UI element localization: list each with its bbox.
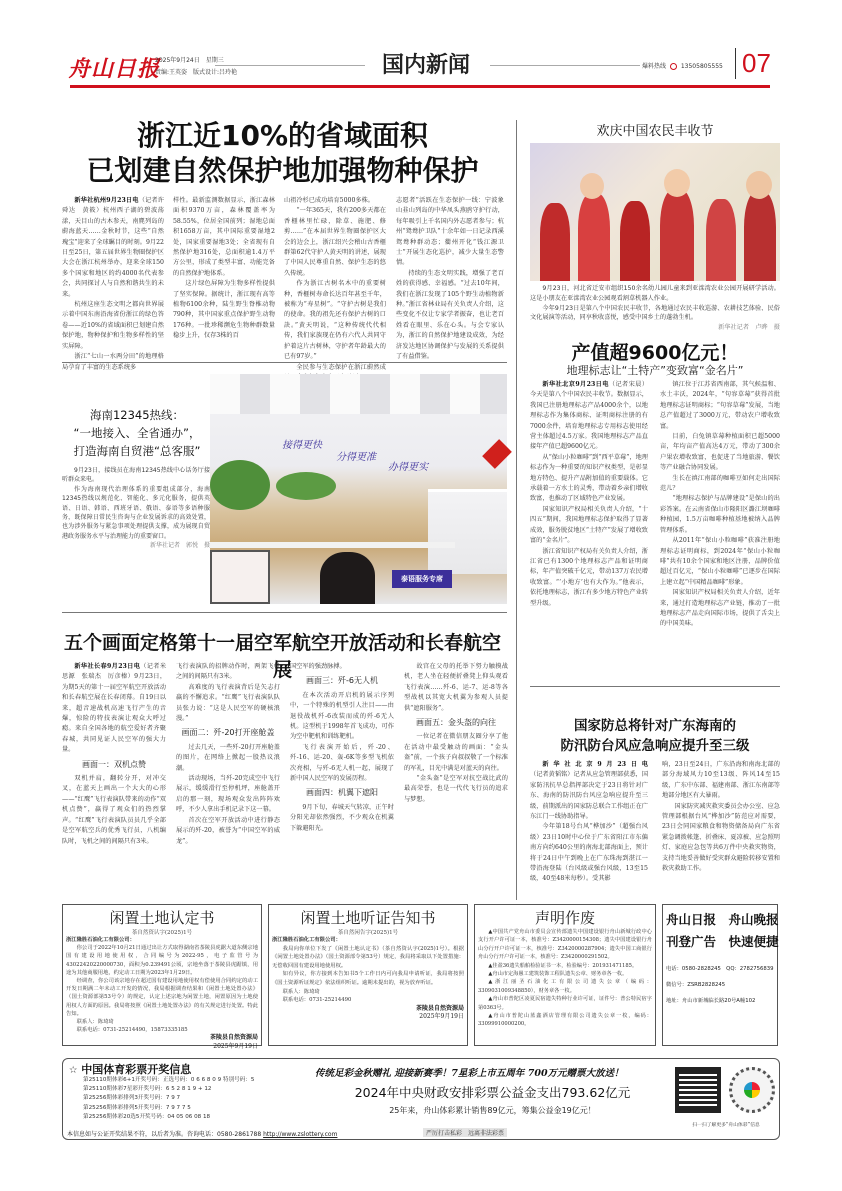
- news-hotline: [642, 61, 723, 70]
- divider: [62, 612, 507, 613]
- airshow-text: 一位记者在微信朋友圈分享了他在活动中最受触动的画面：“金头盔”前，一个孩子向叔叔敬了一个标准的军礼，目光中满是对蓝天的向往。: [404, 733, 508, 772]
- flood-text: 国家防灾减灾救灾委员会办公室、应急管理部根据台风“桦加沙”防范应对需要，23日会同国家粮食和物资储备局向广东省紧急调拨帐篷、折叠床、夏凉被、应急照明灯、家庭应急包等共6万件中央救灾物资，支持当地妥善做好受灾群众避险转移安置和救灾救助工作。: [662, 802, 780, 873]
- notice-number: 茶自然闲告字(2025)1号: [337, 930, 399, 936]
- airshow-text: 飞行表演开始后，歼-20、歼-16、运-20、轰-6K等多型飞机依次亮相，与歼-6无人机一起，展现了新中国人民空军的发展历程。: [290, 743, 394, 783]
- lottery-result: 第25110期体彩6+1开奖号码：正选号码：0 6 6 8 0 9 特别号码：5: [83, 1077, 255, 1083]
- article1-text: 持续的生态文明实践，增强了老百姓的获得感、幸福感。“过去10年间，我们在浙江发现了105个野生动植物新种。”浙江省林业局有关负责人介绍，这些变化不仅让专家学者振奋，也让老百姓看在眼里、乐在心头。与会专家认为，浙江的自然保护地建设成效，为经济发达地区协调保护与发展的关系提供了有益借鉴。: [396, 269, 504, 361]
- notice-item: ▲舟山市定海愚工建筑装饰工程队遗失公章、财务章各一枚。: [488, 971, 628, 978]
- notice-signer: 茶陵县自然资源局: [209, 1034, 258, 1042]
- article1-text: 全民参与生态保护在浙江蔚然成: [296, 363, 386, 371]
- airshow-text: 高难度的飞行表演背后是矢志打赢的不懈追求。“红鹰”飞行表演队队员张力说：“这是人民空军的硬核浪漫。”: [176, 683, 280, 723]
- article2-dateline: 新华社北京9月23日电: [542, 381, 609, 388]
- section-title: 国内新闻: [366, 48, 486, 79]
- flood-byline: （记者黄韬铭）: [530, 771, 574, 779]
- qr-code[interactable]: [675, 1067, 721, 1113]
- lottery-footer: [67, 1129, 337, 1138]
- article1-text: 杭州这座生态文明之都向世界展示着中国东南沿海省份浙江的绿色答卷——近10%的省域面积已划建自然保护地，物种保护和生物多样性的坚实屏障。: [62, 301, 164, 350]
- article2-col1: [530, 380, 648, 678]
- airshow-col3: [290, 662, 394, 898]
- article1-text: 志愿者”活跃在生态保护一线：宁波象山韭山列岛的中华凤头燕鸥守护行动，每年吸引上千名国内外志愿者参与；杭州“鸳鸯护卫队”十余年如一日记录西溪鸳鸯种群动态；衢州开化“钱江源卫士”开展生态化巡护，减少大量生态警情。: [396, 197, 504, 267]
- editor-credit: 责编:王英姿 版式设计:吕玲艳: [155, 69, 238, 76]
- airshow-text: 国空军的强劲脉搏。: [290, 663, 346, 670]
- article2-headline: 产值超9600亿元！: [571, 342, 739, 364]
- notice-phone: 联系电话：0731-25214490: [282, 997, 352, 1004]
- airshow-text: 9月23日，为期5天的第十一届空军航空开放活动和长春航空展在长春闭幕。自19日以来，超音速战机高速飞行产生的音爆，惊险的特技表演让观众大呼过瘾。来自全国各地的航空爱好者齐聚春城，共同见证人民空军的强大力量。: [62, 673, 167, 754]
- ad-line1: 舟山日报 舟山晚报: [666, 912, 779, 927]
- article2-byline: （记者宋晨）: [608, 381, 649, 388]
- lottery-subline: 25年来，舟山体彩累计销售89亿元，筹集公益金19亿元！: [389, 1106, 596, 1115]
- notice-idle-land-determination: [62, 904, 262, 1050]
- monitor: [210, 550, 270, 604]
- flood-headline: [530, 716, 780, 756]
- flood-text: 今年第18号台风“桦加沙”（超强台风级）23日10时中心位于广东省阳江市东偏南方向约640公里的南海北部海面上，预计将于24日中午到晚上在广东珠海到湛江一带沿海登陆（台风级或强台风级，13至15级，40至48米每秒）。受其影: [530, 823, 648, 883]
- article2-text: 从2011年“保山小粒咖啡”获准注册地理标志证明商标，到2024年“保山小粒咖啡”共有10余个国家和地区注册，品牌价值超过百亿元，“保山小粒咖啡”已逐步在国际上建立起“中国精品咖啡”形象。: [660, 537, 780, 586]
- tiktok-qr-code[interactable]: [729, 1067, 775, 1113]
- lottery-panel: [62, 1058, 780, 1140]
- notice-recipient: 浙江隆胜石油化工有限公司：: [272, 937, 341, 943]
- lottery-warning: 严厉打击私彩 远离非法彩票: [423, 1128, 507, 1137]
- wall-slogan-3: 办得更实: [388, 462, 428, 473]
- notice-item: ▲中国共产党舟山市委员会宣传部遗失中国建设银行舟山新城行政中心支行开户许可证一本，核准号：Z3420000154308；遗失中国建设银行舟山分行开户许可证一本，核准号：Z3420000287904；遗失中国工商银行舟山分行开户许可证一本，核准号：Z3420000291502。: [478, 929, 652, 961]
- child-face: [746, 171, 772, 199]
- harvest-festival-photo: [530, 143, 780, 281]
- child-face: [580, 173, 604, 199]
- lottery-result: 第25256期体彩20选5开奖号码：04 05 06 08 18: [83, 1113, 211, 1120]
- airshow-col2: [176, 662, 280, 898]
- lottery-header: [69, 1061, 191, 1077]
- wall-slogan-1: 接得更快: [282, 440, 322, 451]
- notice-text: 经调查，你公司该宗地存在超过国有建设用地使用权有偿使用合同约定的动工开发日期满二年未动工开发的情况，我局根据调查结果和《闲置土地处置办法》（国土资源部第53号令）的规定，认定上述宗地为闲置土地，闲置原因为土地使用权人方面的原因。我局将按照《闲置土地处置办法》的有关规定进行处置。特此告知。: [66, 978, 258, 1017]
- hainan-headline-line1: 海南12345热线：: [89, 408, 185, 422]
- notice-body: [272, 936, 464, 1022]
- notice-body: [478, 928, 652, 1029]
- notice-body: [66, 936, 258, 1051]
- notice-text: 你公司于2022年10月21日通过出让方式取得湖南省茶陵县虎踞大道东侧宗地国有建设用地使用权，合同编号为2022-95，电子监管号为43022420220000730，面积为0.239491公顷，宗地坐落于茶陵县虎踞镇，用途为其他商服用地，约定动工日期为2023年1月29日。: [66, 945, 258, 976]
- airshow-text: “金头盔”是空军对抗空战比武的最高荣誉，也是一代代飞行员的追求与梦想。: [404, 775, 508, 803]
- article1-col3: [284, 196, 386, 371]
- article1-dateline: 新华社杭州9月23日电: [74, 197, 139, 204]
- flood-dateline: 新华社北京9月23日电: [542, 761, 648, 768]
- plant-left: [210, 460, 270, 510]
- article1-col4: [396, 196, 504, 361]
- photo-credit: 新华社记者 卢晔 摄: [718, 324, 780, 332]
- notice-text: 我局向你单位下发了《闲置土地认定书》（茶自然资认字(2025)1号）。根据《闲置土地处置办法》（国土资源部令第53号）规定，我局将采取以下处置措施：无偿收回国有建设用地使用权。: [272, 945, 464, 969]
- notice-void-statement: [474, 904, 656, 1046]
- notice-item: ▲舟山市普陀山蓝鑫酒店管理有限公司遗失公章一枚，编码：33099910000200。: [478, 1013, 652, 1028]
- article2-col2: [660, 380, 780, 678]
- article1-headline: [60, 118, 505, 188]
- airshow-subhead: 画面一：双机点赞: [82, 759, 146, 769]
- airshow-subhead: 画面四：机翼下遮阳: [306, 788, 378, 798]
- article1-headline-line2: 已划建自然保护地加强物种保护: [86, 154, 479, 187]
- article1-byline: （记者许舜达 黄筱）: [62, 197, 164, 215]
- article2-text: 国家知识产权局相关负责人介绍，“十四五”期间，我国地理标志保护取得了显著成效，服务脱贫地区“土特产”发展了增收致富的“金名片”。: [530, 505, 648, 545]
- child-figure: [744, 191, 776, 281]
- notice-phone: 联系电话：0731-25214490，15873335185: [76, 1027, 188, 1034]
- notice-number: 茶自然资认字(2025)1号: [131, 930, 193, 936]
- newspaper-logo: 舟山日报: [68, 56, 161, 82]
- lottery-result: 第25110期体彩7星彩开奖号码：6 5 2 8 1 9 + 12: [83, 1086, 212, 1093]
- article2-text: 从“保山小粒咖啡”到“西平草莓”，地理标志作为一种重要的知识产权类型，是彰显地方特色、提升产品附加值的重要载体。它承载着一方水土的灵秀，带动着乡亲们增收致富，也推动了区域特色产业发展。: [530, 453, 648, 503]
- child-figure: [660, 189, 694, 281]
- divider: [62, 362, 507, 363]
- qr-caption: 扫一扫了解更多“舟山体彩”信息: [692, 1123, 760, 1128]
- article2-text: 目前，白兔镇草莓种植面积已超5000亩，年均亩产值高达4万元，带动了300余户果农增收致富，也促进了当地旅游、餐饮等产业融合协同发展。: [660, 433, 780, 472]
- call-center-photo: [210, 374, 507, 604]
- plant-middle: [276, 472, 336, 500]
- notice-date: 2025年9月19日: [213, 1042, 258, 1050]
- article2-text: 生长在滇江南部的咖啡豆如何走出国际范儿？: [660, 474, 780, 493]
- ceiling-lights: [210, 374, 507, 414]
- airshow-col4: [404, 662, 508, 898]
- article1-col2: [173, 196, 275, 340]
- flood-text: 记者从应急管理部获悉，国家防汛抗旱总指挥部决定于23日将针对广东、海南的防汛防台风应急响应提升至三级，前期派出的国家防总联合工作组正在广东江门一线协助指导。: [530, 771, 649, 821]
- hainan-headline: [62, 406, 212, 460]
- page-number: 07: [735, 48, 771, 79]
- hainan-headline-line3: 打造海南自贸港“总客服”: [73, 444, 201, 458]
- flood-col2: [662, 760, 780, 896]
- advertising-promo: [662, 904, 778, 1046]
- airshow-text: 过去几天，一些歼-20打开座舱盖的图片，在网络上掀起一股热议浪潮。: [176, 743, 280, 772]
- lottery-headline: 2024年中央财政安排彩票公益金支出793.62亿元: [354, 1085, 631, 1100]
- article2-text: 镇江位于江苏省西南部，其气候温和、水土丰沃，2024年，“句容草莓”获得首批地理标志证明商标；“句容草莓”发展，当地总产值超过了3000万元，带动农户增收致富。: [660, 381, 780, 430]
- phone-icon: [670, 63, 677, 70]
- flood-col1: [530, 760, 648, 896]
- notice-hearing: [268, 904, 468, 1046]
- notice-item: ▲浙江丽圣石油化工有限公司遗失公章（编码：3309031009348850），财务章各一枚。: [478, 979, 652, 994]
- article1-text: 山祖冷杉已成功培育5000多株。: [284, 197, 374, 204]
- ad-wechat: 微信号：ZSRB2828245: [666, 982, 726, 988]
- hotline-label: 爆料热线: [642, 63, 667, 70]
- flood-headline-line2: 防汛防台风应急响应提升至三级: [560, 738, 750, 754]
- airshow-text: 9月下旬，春城天气转凉，正午时分阳光却依然强烈，不少观众在机翼下躲避阳光。: [290, 803, 394, 832]
- caption-text: 9月23日，河北省迁安市组织150余名幼儿园儿童来到亚滦湾农业公园开展研学活动。这是小朋友在亚滦湾农业公园观看割草机器人作业。: [530, 285, 780, 302]
- child-figure: [706, 199, 736, 281]
- hainan-caption: 作为海南现代治理体系的重要组成部分，海南12345热线以规范化、智能化、多元化服务，提供英语、日语、韩语、西班牙语、俄语、泰语等多语种服务，既保障日常民生咨询与企业发展诉求的高效处置，也为涉外服务与紧急事项处理提供支撑，成为展现自贸港政务服务水平与治理能力的重要窗口。: [62, 485, 210, 540]
- airshow-text: 双机并肩，翻转分开，对冲交叉，在蓝天上画出一个大大的心形——“红鹰”飞行表演队带来的动作“双机点赞”，赢得了观众们的热烈掌声。“红鹰”飞行表演队员员几乎全部是空军航空兵的优秀飞行员，八机编队时，飞机之间的间隔只有3米。: [62, 775, 166, 845]
- notice-contact: 联系人：陈琦琦: [76, 1019, 114, 1026]
- hainan-text: [62, 466, 212, 551]
- notice-title: 声明作废: [534, 909, 595, 927]
- airshow-text: 在本次活动开启机的展示序列中，一个特殊的机型引人注目——由退役战机歼-6改装而成的歼-6无人机。这型机于1998年首飞成功，可作为空中靶机和训练靶机。: [290, 691, 394, 741]
- airshow-byline: （记者米思源 张瑞杰 厉彦榛）: [62, 663, 167, 681]
- airshow-text: 活动现场，当歼-20完成空中飞行展示，缓缓滑行至停机坪，座舱盖开启的那一刻，现场观众发出阵阵欢呼，不少人拿出手机记录下这一幕。: [176, 775, 280, 814]
- lottery-title: 中国体育彩票开奖信息: [81, 1063, 192, 1076]
- hainan-photo-credit: 新华社记者 郭悦 摄: [149, 542, 210, 550]
- article2-text: 浙江省知识产权局有关负责人介绍，浙江省已有1300个地理标志产品和证明商标，年产值突破千亿元，带动137万农民增收致富。“‘小地方’也有大作为。”他表示，依托地理标志，浙江有多少地方特色产业转型升级。: [530, 547, 648, 607]
- airshow-text: 故宫在父母的托举下努力触摸战机，老人坐在轻便折叠凳上仰头观看飞行表演……歼-6、运-7、运-8等各型战机以其宽大机翼为参观人员提供“遮阳服务”。: [404, 663, 508, 712]
- lottery-results: [83, 1076, 254, 1122]
- ad-phone: 电话：0580-2828245 QQ：2782756839: [666, 966, 774, 972]
- hainan-caption: 9月23日，接线员在海南12345热线中心话务厅接听群众来电。: [62, 467, 210, 484]
- article2-text: 今天是第八个中国农民丰收节。数据显示，我国已注册地理标志产品4000余个，以地理标志作为集体商标、证明商标注册的有7000余件，培育地理标志专用标志使用经营主体超过4.5万家。我国地理标志产品直接年产值已超9600亿元。: [530, 391, 648, 451]
- ad-address: 地址：舟山市新城临长路20号A幢102: [666, 998, 756, 1004]
- cubicle-right: [428, 489, 507, 574]
- article1-text: “一年365天，我有200多天都在香榧林里忙碌，除草、施肥、修剪……”在本届世界生物圈保护区大会的边会上，浙江绍兴会稽山古香榧群第62代守护人黄天明的讲述，展现了中国人民尊重自然、保护生态的悠久传统。: [284, 207, 386, 277]
- lottery-star-icon: ✫: [69, 1065, 78, 1076]
- article1-col1: [62, 196, 164, 371]
- masthead-rule-left: [215, 65, 365, 66]
- lottery-disclaimer: 本信息如与公证开奖结果不符，以后者为准。咨询电话：0580-2861788: [67, 1131, 262, 1138]
- article1-text: 作为浙江古树名木中的重要树种，香榧树寿命长达百年甚至千年，被称为“寿星树”。“守护古树是我们的使命。我的祖先还有保护古树的口訣。”黄天明说，“这种传统代代相传，我们家族现在仍有六代人共同守护着这片古树林，守护者年龄最大的已有97岁。”: [284, 280, 386, 361]
- masthead-rule-right: [490, 65, 640, 66]
- airshow-dateline: 新华社长春9月23日电: [74, 663, 141, 670]
- photo-feature-title: 欢庆中国农民丰收节: [596, 124, 714, 139]
- notice-item: ▲佳盈36遗失船舶检验证书一本，检验编号：201931471185。: [488, 962, 638, 969]
- lottery-result: 第25256期体彩排列3开奖号码：7 9 7: [83, 1095, 181, 1102]
- airshow-text: 飞行表演队的招牌动作时，两架飞机之间的间隔只有3米。: [176, 663, 280, 681]
- decoration-knot: [482, 439, 512, 469]
- notice-contact: 联系人：陈琦琦: [282, 988, 320, 995]
- notice-item: ▲舟山市普陀区凌夏民宿遗失特种行业许可证，证件号：普公特民宿字第0363号。: [478, 996, 652, 1011]
- lottery-slogan: 传统足彩金秋赠礼 迎接新赛季！7星彩上市五周年 700万元赠票大放送！: [315, 1068, 624, 1079]
- article2-subheadline: 地理标志让“土特产”变致富“金名片”: [566, 364, 744, 377]
- airshow-subhead: 画面二：歼-20打开座舱盖: [181, 728, 275, 738]
- airshow-text: 首次在空军开放活动中进行静态展示的歼-20，被誉为“中国空军的威龙”。: [176, 816, 280, 845]
- desk-sign: 泰语服务专席: [392, 570, 452, 588]
- hotline-number: 13505805555: [680, 63, 723, 70]
- article1-headline-line1: 浙江近10%的省域面积: [136, 119, 429, 152]
- child-figure: [540, 203, 570, 281]
- airshow-subhead: 画面三：歼-6无人机: [306, 676, 378, 686]
- article1-text: 杭州西子湖的碧波荡漾，天目山的古木参天，南麂列岛的蔚海蓝天……金秋时节，这些“自然瑰宝”迎来了全球瞩目的时刻。9月22日至25日，第五届世界生物圈保护区大会在浙江杭州举办，迎来全球150多个国家和地区的约4000名代表参会，共同探讨人与自然和谐共生的未来。: [62, 207, 164, 298]
- notice-text: 如有异议，你方接到本告知书5个工作日内可向我局申请听证，我局将按照《国土资源听证规定》依法组织听证。逾期未提出的，视为放弃听证。: [272, 971, 464, 986]
- column-rule: [516, 120, 517, 900]
- hainan-headline-line2: “一地接入、全省通办”，: [73, 426, 201, 440]
- ad-line2: 刊登广告 快速便捷: [666, 934, 779, 949]
- notice-recipient: 浙江隆胜石油化工有限公司：: [66, 937, 135, 943]
- article2-text: 国家知识产权局相关负责人介绍，近年来，通过打造地理标志产业链，推动了一批地理标志产品走向国际市场，提供了舌尖上的中国美味。: [660, 589, 780, 628]
- flood-text: 响，23日至24日，广东沿海和南海北部的部分海域风力10至13级、阵风14至15级，广东中东部、福建南部、浙江东南部等地部分地区有大暴雨。: [662, 761, 780, 800]
- wall-slogan-2: 分得更准: [336, 452, 376, 463]
- divider: [530, 686, 780, 687]
- hainan-story: [62, 370, 212, 605]
- airshow-subhead: 画面五：金头盔的向往: [416, 718, 496, 728]
- operator-head: [320, 552, 375, 604]
- notice-signer: 茶陵县自然资源局: [415, 1004, 464, 1012]
- issue-date: 2025年9月24日 星期三: [155, 57, 224, 64]
- notice-title: 闲置土地听证告知书: [300, 909, 436, 927]
- article1-text: 这片绿色屏障为生物多样性提供了坚实保障。据统计，浙江现有高等植物6100余种，陆生野生脊椎动物790种，其中国家重点保护野生动物176种。一批珍稀濒危生物种群数量稳步上升，仅存3株的百: [173, 280, 275, 340]
- child-figure: [578, 193, 610, 281]
- airshow-headline: 五个画面定格第十一届空军航空开放活动和长春航空展: [63, 632, 501, 681]
- caption-text: 今年9月23日是第八个中国农民丰收节，各地通过农民丰收巡游、农耕技艺体验、民俗文化展演等活动，同享秋收喜悦，感受中国乡土的蓬勃生机。: [530, 304, 780, 322]
- photo-feature-caption: [530, 284, 780, 333]
- article2-text: “地理标志保护与品牌建设”是保山的出彩答案。在云南省保山市隆阳区潞江坝咖啡种植园，1.5万亩咖啡种植基地被纳入品牌管理体系。: [660, 495, 780, 534]
- sports-lottery-logo-icon: [744, 1082, 760, 1098]
- child-figure: [620, 201, 650, 281]
- child-face: [664, 169, 690, 197]
- cubicle-partition: [210, 542, 455, 548]
- lottery-url[interactable]: http://www.zslottery.com: [263, 1131, 338, 1138]
- lottery-result: 第25256期体彩排列5开奖号码：7 9 7 7 5: [83, 1104, 191, 1111]
- article1-text: 浙江“七山一水两分田”的地理格局孕育了丰富的生态系统多: [62, 353, 164, 371]
- airshow-col1: [62, 662, 166, 898]
- masthead-red-rule: [70, 85, 770, 88]
- flood-headline-line1: 国家防总将针对广东海南的: [574, 718, 736, 734]
- article1-text: 样性。最新监测数据显示，浙江森林面积9370万亩，森林覆盖率为58.55%，位居全国前列；湿地总面积1658万亩，其中国际重要湿地2处，国家重要湿地3处；全省现有自然保护地316处，总面积逾1.4万平方公里，形成了类型丰富、功能完备的自然保护地体系。: [173, 197, 275, 277]
- notice-title: 闲置土地认定书: [109, 909, 215, 927]
- notice-date: 2025年9月19日: [419, 1013, 464, 1021]
